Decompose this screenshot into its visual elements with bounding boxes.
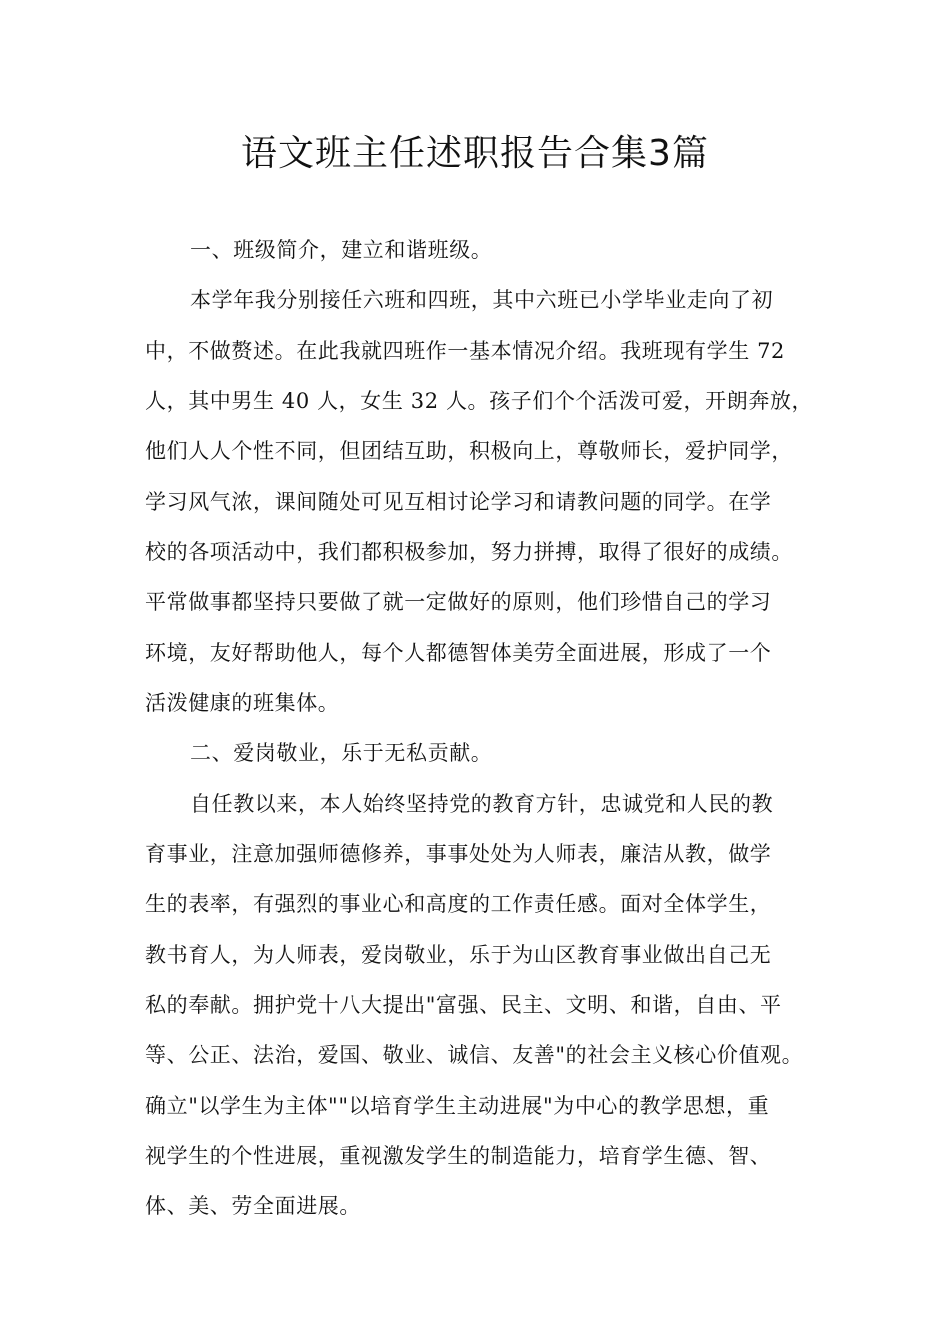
paragraph-line: 教书育人，为人师表，爱岗敬业，乐于为山区教育事业做出自己无 <box>145 943 772 967</box>
paragraph-line: 他们人人个性不同，但团结互助，积极向上，尊敬师长，爱护同学， <box>145 439 793 463</box>
paragraph-line: 确立"以学生为主体""以培育学生主动进展"为中心的教学思想，重 <box>145 1094 770 1118</box>
paragraph-line: 活泼健康的班集体。 <box>145 691 340 715</box>
section-heading-2: 二、爱岗敬业，乐于无私贡献。 <box>190 741 493 765</box>
section-heading-1: 一、班级简介，建立和谐班级。 <box>190 238 493 262</box>
paragraph-line: 中，不做赘述。在此我就四班作一基本情况介绍。我班现有学生 72 <box>145 339 785 363</box>
paragraph-line: 校的各项活动中，我们都积极参加，努力拼搏，取得了很好的成绩。 <box>145 540 793 564</box>
paragraph-line: 人，其中男生 40 人，女生 32 人。孩子们个个活泼可爱，开朗奔放， <box>145 389 814 413</box>
paragraph-line: 等、公正、法治，爱国、敬业、诚信、友善"的社会主义核心价值观。 <box>145 1043 804 1067</box>
document-title: 语文班主任述职报告合集3篇 <box>241 133 709 174</box>
paragraph-line: 学习风气浓，课间随处可见互相讨论学习和请教问题的同学。在学 <box>145 490 772 514</box>
paragraph-line: 私的奉献。拥护党十八大提出"富强、民主、文明、和谐，自由、平 <box>145 993 782 1017</box>
paragraph-line: 自任教以来，本人始终坚持党的教育方针，忠诚党和人民的教 <box>190 792 774 816</box>
paragraph-line: 体、美、劳全面进展。 <box>145 1194 361 1218</box>
paragraph-line: 生的表率，有强烈的事业心和高度的工作责任感。面对全体学生， <box>145 892 772 916</box>
paragraph-line: 环境，友好帮助他人，每个人都德智体美劳全面进展，形成了一个 <box>145 641 772 665</box>
paragraph-line: 育事业，注意加强师德修养，事事处处为人师表，廉洁从教，做学 <box>145 842 772 866</box>
paragraph-line: 视学生的个性进展，重视激发学生的制造能力，培育学生德、智、 <box>145 1144 772 1168</box>
paragraph-line: 平常做事都坚持只要做了就一定做好的原则，他们珍惜自己的学习 <box>145 590 772 614</box>
paragraph-line: 本学年我分别接任六班和四班，其中六班已小学毕业走向了初 <box>190 288 774 312</box>
